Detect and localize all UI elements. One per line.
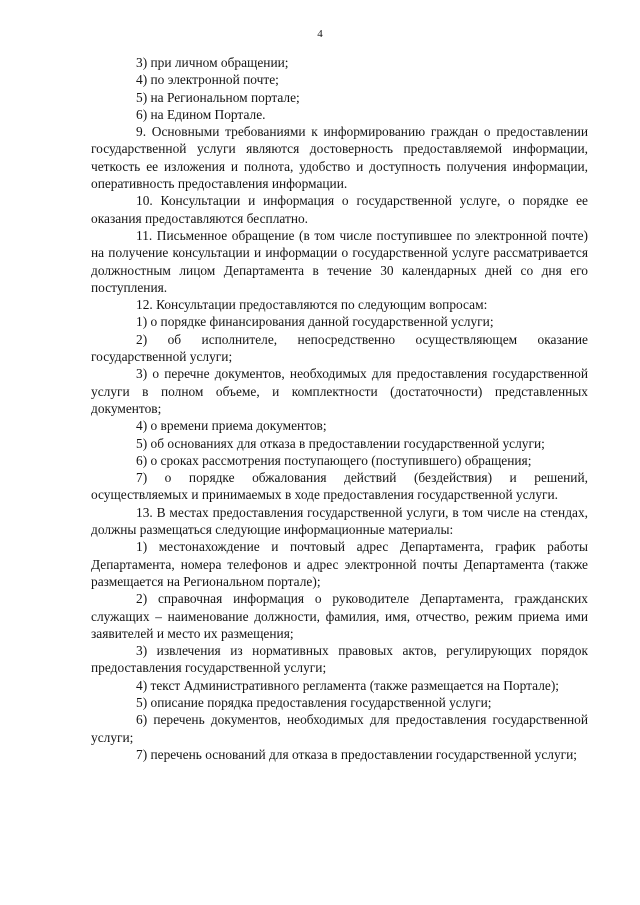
paragraph: 4) о времени приема документов; [136,418,327,434]
paragraph: 6) на Едином Портале. [136,106,266,122]
paragraph: 7) перечень оснований для отказа в предоставлении государственной услуги; [136,746,578,762]
paragraph: 3) при личном обращении; [136,55,289,70]
paragraph: 4) по электронной почте; [136,72,279,88]
paragraph: 5) описание порядка предоставления государственной услуги; [136,694,492,710]
paragraph: 13. В местах предоставления государственной услуги, в том числе на стендах, должны размещаться следующие информационные материалы: [91,504,588,538]
paragraph: 5) на Региональном портале; [136,89,300,105]
document-body [91,54,588,763]
page-number: 4 [317,28,323,40]
paragraph: 11. Письменное обращение (в том числе поступившее по электронной почте) на получение консультации и информации о государственной услуге рассматривается должностным лицом Департамента в течение 30 календарных дней со дня его поступления. [91,227,588,295]
paragraph: 6) перечень документов, необходимых для предоставления государственной услуги; [91,712,588,745]
paragraph: 3) извлечения из нормативных правовых актов, регулирующих порядок предоставления государственной услуги; [91,643,588,676]
paragraph: 2) справочная информация о руководителе Департамента, гражданских служащих – наименование должности, фамилия, имя, отчество, режим приема ими заявителей и место их размещения; [91,591,588,641]
paragraph: 10. Консультации и информация о государственной услуге, о порядке ее оказания предоставляются бесплатно. [91,193,588,226]
paragraph: 3) о перечне документов, необходимых для предоставления государственной услуги в полном объеме, и комплектности (достаточности) представленных документов; [91,366,588,416]
paragraph: 12. Консультации предоставляются по следующим вопросам: [136,297,488,313]
paragraph: 6) о сроках рассмотрения поступающего (поступившего) обращения; [136,452,532,468]
paragraph: 2) об исполнителе, непосредственно осуществляющем оказание государственной услуги; [91,331,588,365]
paragraph: 1) местонахождение и почтовый адрес Департамента, график работы Департамента, номера телефонов и адрес электронной почты Департамента (также размещается на Региональном портале); [91,539,588,589]
paragraph: 7) о порядке обжалования действий (бездействия) и решений, осуществляемых и принимаемых в ходе предоставления государственной услуги. [91,470,588,503]
paragraph: 1) о порядке финансирования данной государственной услуги; [136,314,494,330]
paragraph: 5) об основаниях для отказа в предоставлении государственной услуги; [136,435,545,451]
paragraph: 4) текст Административного регламента (также размещается на Портале); [136,677,560,693]
paragraph: 9. Основными требованиями к информированию граждан о предоставлении государственной услуги являются достоверность предоставляемой информации, четкость ее изложения и полнота, удобство и доступность получения информации, оперативность предоставления информации. [91,124,588,192]
